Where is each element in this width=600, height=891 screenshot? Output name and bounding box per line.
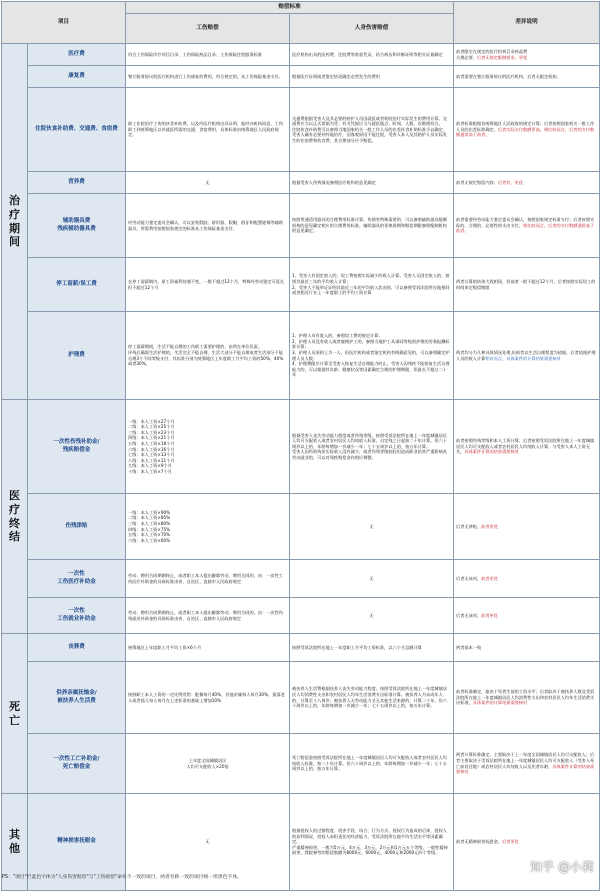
document: [1, 1, 599, 891]
item-name-line: 营养费: [68, 178, 85, 185]
personal-injury-standard: 无: [290, 494, 454, 560]
difference-segment: 后者实际支付数额更高，相比较而言，后者的支付数额通常高于前者。: [456, 126, 595, 138]
difference-segment: 具体案件的计算结果需要核对: [472, 700, 528, 706]
table-row: [2, 494, 600, 560]
table-row: [2, 88, 600, 172]
stage-char: 其: [9, 828, 20, 842]
difference-segment: 后者无津贴，: [456, 523, 482, 529]
work-injury-standard: 无: [126, 794, 290, 891]
item-name-line: 工伤就业补助金: [57, 615, 96, 622]
stage-char: 医: [9, 489, 20, 502]
difference-segment: 前者需要经劳动能力鉴定委员会确认，按照国家规定标准支付；后者按照实际的、合理的、必要性的支出支付，: [456, 217, 595, 228]
item-name-line: 停工留薪/误工费: [56, 280, 97, 287]
item-name-line: 残疾辅助器具费: [57, 225, 96, 232]
stage-char: 死: [9, 699, 20, 713]
difference-note: [454, 172, 600, 194]
table-row: [2, 172, 600, 194]
item-name-line: 住院伙食补助费、交通费、食宿费: [35, 125, 118, 132]
item-name: [28, 66, 126, 88]
personal-injury-standard: 被扶养人生活费根据扶养人丧失劳动能力程度，按照受诉法院所在地上一年度城镇居民人均消费性支出和农村居民人均年生活消费支出标准计算。被扶养人为未成年人的，计算至十八周岁；被扶养人无劳动能力又无其他生活来源的，计算二十年。但六十周岁以上的，年龄每增加一岁减少一年；七十五周岁以上的，按五年计算。: [290, 662, 454, 734]
difference-segment: 后者无规定限制要求，更优: [476, 54, 528, 60]
stage-death: [2, 634, 28, 794]
difference-segment: 前者需要在签订服务协议的医疗机构，后者无限定机构。: [456, 73, 561, 79]
table-row: [2, 194, 600, 258]
item-name-line: 残疾赔偿金: [62, 446, 91, 453]
difference-segment: 后者更优: [502, 839, 519, 845]
stage-char: 他: [9, 842, 20, 855]
difference-segment: 两者计算标准确定。主要取决于上一年度全国城镇居民人均可支配收入；后者主要取决于受诉法院所在地上一年度城镇居民人均可支配收入（受害人死亡前居住地）或农村居民人均纯收入以及死者年龄，: [456, 752, 595, 769]
difference-note: [454, 44, 600, 66]
work-injury-standard: 无: [126, 172, 290, 194]
work-injury-standard: 符合工伤保险诊疗项目目录、工伤保险药品目录、工伤保险住院服务标准: [126, 44, 290, 66]
table-row: [2, 400, 600, 494]
table-row: [2, 634, 600, 662]
header-item: 项目: [2, 2, 126, 44]
table-row: [2, 258, 600, 312]
personal-injury-standard: 根据受害人丧失劳动能力程度或者伤残等级，按照受诉法院所在地上一年度城镇居民人均可支配收入或者农村居民人均纯收入标准，自定残之日起按二十年计算。但六十周岁以上的，年龄每增加一岁减少一年；七十五周岁以上的，按五年计算。 受害人因伤致残但实际收入没有减少，或者伤残等级较轻但造成职业妨害严重影响其劳动就业的，可以对残疾赔偿金作相应调整。: [290, 400, 454, 494]
item-name: [28, 400, 126, 494]
personal-injury-standard: 死亡赔偿金按照受诉法院所在地上一年度城镇居民人均可支配收入或者农村居民人均纯收入标准，按二十年计算。但六十周岁以上的，年龄每增加一岁减少一年；七十五周岁以上的，按五年计算。: [290, 734, 454, 794]
difference-segment: 前者按照伤残等级和本人工资计算；后者按照受诉法院所在地上一年度城镇居民人均可支配收入或者农村居民人均纯收入计算，与受害人本人工资无关，: [456, 438, 595, 455]
item-name: [28, 44, 126, 66]
item-name: [28, 662, 126, 734]
header-personal-injury: 人身伤害赔偿: [290, 14, 454, 44]
difference-segment: 前者限定在规定的医疗机构目录药品费 合理必要，: [456, 48, 528, 60]
difference-note: [454, 494, 600, 560]
item-name-line: 一次性: [68, 607, 85, 614]
header-work-injury: 工伤赔偿: [126, 14, 290, 44]
stage-char: 终: [9, 516, 20, 530]
difference-segment: 前者更优: [481, 575, 498, 581]
difference-note: [454, 194, 600, 258]
item-name-line: 医疗费: [68, 50, 85, 57]
difference-segment: 两者均分为几种具体情况处理,但前者以生活自理程度为依据，后者依据护理人员的收入计算: [456, 349, 596, 361]
header-difference: 差异说明: [454, 2, 600, 44]
table-row: [2, 734, 600, 794]
personal-injury-standard: 按照受诉法院所在地上一年度职工月平均工资标准，以六个月总额计算: [290, 634, 454, 662]
work-injury-standard: 一级：本人工资×90% 二级：本人工资×85% 三级：本人工资×80% 四级：本人工资×75% 五级：本人工资×70% 六级：本人工资×60%: [126, 494, 290, 560]
difference-segment: 具体案件计算的结果需要核对: [464, 449, 519, 455]
table-row: [2, 66, 600, 88]
item-name: [28, 258, 126, 312]
work-injury-standard: 停工留薪期间，生活不能自理的工伤职工需要护理的，由所在单位负责。 评残后确需生活护理的，生活完全不能自理、生活大部分不能自理或者生活部分不能自理3个不同等级支付，其标准分别为统筹地区上年度职工月平均工资的50%、40%或者30%。: [126, 312, 290, 400]
stage-end: [2, 400, 28, 634]
difference-segment: 后者无该项，: [456, 612, 482, 618]
work-injury-standard: 在停工留薪期内，原工资福利待遇不变，一般不超过12个月，特殊经劳动鉴定可延长但不超过12个月: [126, 258, 290, 312]
personal-injury-standard: 医疗机构出具的医药费、住院费等收款凭证，结合病历和诊断证明等相关证据确定: [290, 44, 454, 66]
stage-char: 亡: [9, 713, 20, 727]
difference-segment: 前者标准确定，取决于死者生前的工资水平；后者取决于被扶养人数及受诉法院所在地上一年度城镇居民人均消费性支出和农村居民人均年生活消费支出标准，: [456, 689, 595, 706]
item-name-line: 一次性伤残补助金/: [53, 438, 100, 445]
item-name-line: 康复费: [68, 72, 85, 79]
table-row: [2, 560, 600, 598]
item-name: [28, 88, 126, 172]
difference-note: [454, 312, 600, 400]
table-row: [2, 662, 600, 734]
personal-injury-standard: 按照普通适用器具的合理费用标准计算。伤情有特殊需要的，可以参照辅助器具配制机构的意见确定相应的合理费用标准。辅助器具的更换周期和赔偿期限参照配制机构的意见确定。: [290, 194, 454, 258]
item-name-line: 死亡赔偿金: [62, 763, 91, 770]
item-name: [28, 312, 126, 400]
difference-segment: 前者无规定赔偿内容；: [456, 179, 498, 185]
work-injury-standard: 签订服务协议的医疗机构进行工伤康复的费用，符合规定的，从工伤保险基金支付。: [126, 66, 290, 88]
footnote: PS："项目"栏蓝色字体为"人身伤害赔偿"与"工伤赔偿"命名不一致的项目，两者名称一致的项目统一用黑色字体。: [2, 875, 242, 880]
item-name: [28, 634, 126, 662]
work-injury-standard: 劳动、聘用合同期满终止，或者职工本人提出解除劳动、聘用合同的，由：一次性工伤医疗补助金的具体标准由省、自治区、直辖市人民政府规定: [126, 560, 290, 598]
personal-injury-standard: 无: [290, 598, 454, 634]
zhihu-logo-icon: [514, 861, 527, 874]
difference-segment: 相比较而言，后者的支付数额通常高于前者。: [456, 222, 595, 234]
compensation-comparison-table: [1, 1, 600, 891]
difference-segment: 前者更优: [481, 612, 498, 618]
item-name: [28, 494, 126, 560]
personal-injury-standard: 无: [290, 560, 454, 598]
personal-injury-standard: 1、护理人员有收入的，参照误工费的规定计算； 2、护理人员没有收入或者雇佣护工的，参照当地护工从事同等级别护理的劳务报酬标准计算； 3、护理人员原则上为一人，但医疗机构或者鉴定机构有明确意见的，可以参照确定护理人员人数； 4、护理期限应计算至受害人恢复生活自理能力时止。受害人因残疾不能恢复生活自理能力的，可以根据其年龄、健康状况等因素确定合理的护理期限，但最长不超过二十年: [290, 312, 454, 400]
difference-note: [454, 66, 600, 88]
stage-char: 治: [9, 194, 20, 207]
item-name-line: 精神损害抚慰金: [57, 838, 96, 845]
item-name-line: 被扶养人生活费: [57, 697, 96, 704]
difference-segment: 相对而言，具体案件的计算结果需要核对: [485, 355, 561, 361]
difference-segment: 前者标准根据各统筹地区人民政府的规定计算；后者按照国家机关一般工作人员的出差标准确定。: [456, 121, 595, 132]
watermark: [514, 860, 594, 876]
watermark-text: 知乎 @小莉: [530, 860, 594, 874]
difference-note: [454, 88, 600, 172]
difference-segment: 前者更优: [481, 523, 498, 529]
difference-note: [454, 258, 600, 312]
stage-char: 结: [9, 530, 20, 544]
difference-note: [454, 560, 600, 598]
work-injury-standard: 劳动、聘用合同期满终止，或者职工本人提出解除劳动、聘用合同的，由：一次性伤残就业补助金的具体标准由省、自治区、直辖市人民政府规定: [126, 598, 290, 634]
table-row: [2, 44, 600, 66]
difference-note: [454, 794, 600, 891]
item-name-line: 一次性工亡补助金/: [53, 755, 100, 762]
work-injury-standard: 上年度全国城镇居民 人均可支配收入×20倍: [126, 734, 290, 794]
personal-injury-standard: 根据侵权人的过错程度、侵害手段、场合、行为方式、侵权行为造成的后果、侵权人的获利情况、侵权人承担责任的经济能力、受诉法院所在地平均生活水平等因素确定。 严重精神损害，一般为5万元、4万元、3万元、2万元和1万元五个等级，一般性精神损害，我院参考的赔偿数额为8000元、6000元、4000元和2000元四个等级。: [290, 794, 454, 891]
item-name: [28, 194, 126, 258]
work-injury-standard: 经劳动能力鉴定委员会确认，可以安装假肢、矫形器、假眼、假牙和配置轮椅等辅助器具，所需费用按照国家规定的标准从工伤保险基金支付。: [126, 194, 290, 258]
difference-segment: 两者基本一致: [456, 644, 482, 650]
item-name-line: 护理费: [68, 351, 85, 358]
difference-note: [454, 662, 600, 734]
personal-injury-standard: 根据医疗证明或者鉴定结论确定必然发生的费用: [290, 66, 454, 88]
difference-note: [454, 634, 600, 662]
difference-note: [454, 734, 600, 794]
item-name-line: 供养亲属抚恤金/: [56, 689, 97, 696]
item-name-line: 一次性: [68, 570, 85, 577]
item-name-line: 丧葬费: [68, 643, 85, 650]
stage-char: 间: [9, 235, 20, 249]
difference-note: [454, 598, 600, 634]
stage-char: 疗: [9, 502, 20, 516]
item-name-line: 辅助器具费: [62, 217, 91, 224]
personal-injury-standard: 根据受害人伤残情况参照医疗机构的意见确定: [290, 172, 454, 194]
work-injury-standard: 一级：本人工资×27个月 二级：本人工资×25个月 三级：本人工资×23个月 四级：本人工资×21个月 五级：本人工资×18个月 六级：本人工资×16个月 七级：本人工资×13个月 八级：本人工资×11个月 九级：本人工资×9个月 十级：本人工资×7个月: [126, 400, 290, 494]
item-name: [28, 560, 126, 598]
stage-char: 期: [9, 221, 20, 235]
table-body: [2, 44, 600, 891]
item-name: [28, 172, 126, 194]
header-standard: 赔偿标准: [126, 2, 454, 14]
difference-segment: 后者有，更优: [497, 179, 524, 185]
table-row: [2, 312, 600, 400]
personal-injury-standard: 1、受害人有固定收入的，误工费按照实际减少的收入计算。受害人无固定收入的，按照其最近三年的平均收入计算； 2、受害人不能举证证明其最近三年的平均收入状况的，可以参照受诉法院所在地相同或者相近行业上一年度职工的平均工资计算: [290, 258, 454, 312]
item-name: [28, 734, 126, 794]
item-name-line: 工伤医疗补助金: [57, 578, 96, 585]
difference-segment: 具体案件计算的结果需要核对: [456, 763, 595, 775]
work-injury-standard: 统筹地区上年度职工月平均工资×6个月: [126, 634, 290, 662]
difference-segment: 后者无该项，: [456, 575, 482, 581]
stage-char: 疗: [9, 207, 20, 221]
difference-note: [454, 400, 600, 494]
stage-treatment: [2, 44, 28, 400]
table-row: [2, 598, 600, 634]
work-injury-standard: 按照职工本人工资的一定比例发给：配偶每月40%，其他亲属每人每月30%，孤寡老人或者孤儿每人每月在上述标准的基础上增加10%: [126, 662, 290, 734]
item-name-line: 伤残津贴: [65, 522, 88, 529]
difference-segment: 两者计算的结果大致相同，但前者一般不超过12个月，后者按照实际误工的时间来定赔偿期限: [456, 278, 596, 290]
difference-segment: 前者无精神损害抚慰金，: [456, 839, 503, 845]
item-name: [28, 598, 126, 634]
personal-injury-standard: 交通费根据受害人及其必要的陪护人员因就医或者转院治疗实际发生的费用计算。交通费应当以正式票据为凭；有关凭据应当与就医地点、时间、人数、次数相符合。 住院伙食补助费可以参照当地国家机关一般工作人员的出差伙食补助标准予以确定。受害人确有必要到外地治疗，因客观原因不能住院，受害人本人及其陪护人员实际发生的住宿费和伙食费，其合理部分应予赔偿。: [290, 88, 454, 172]
work-injury-standard: 职工住院治疗工伤的伙食补助费，以及经医疗机构出具证明，报经办机构同意，工伤职工到统筹地区以外就医所需的交通、食宿费用，具体标准由统筹地区人民政府规定。: [126, 88, 290, 172]
